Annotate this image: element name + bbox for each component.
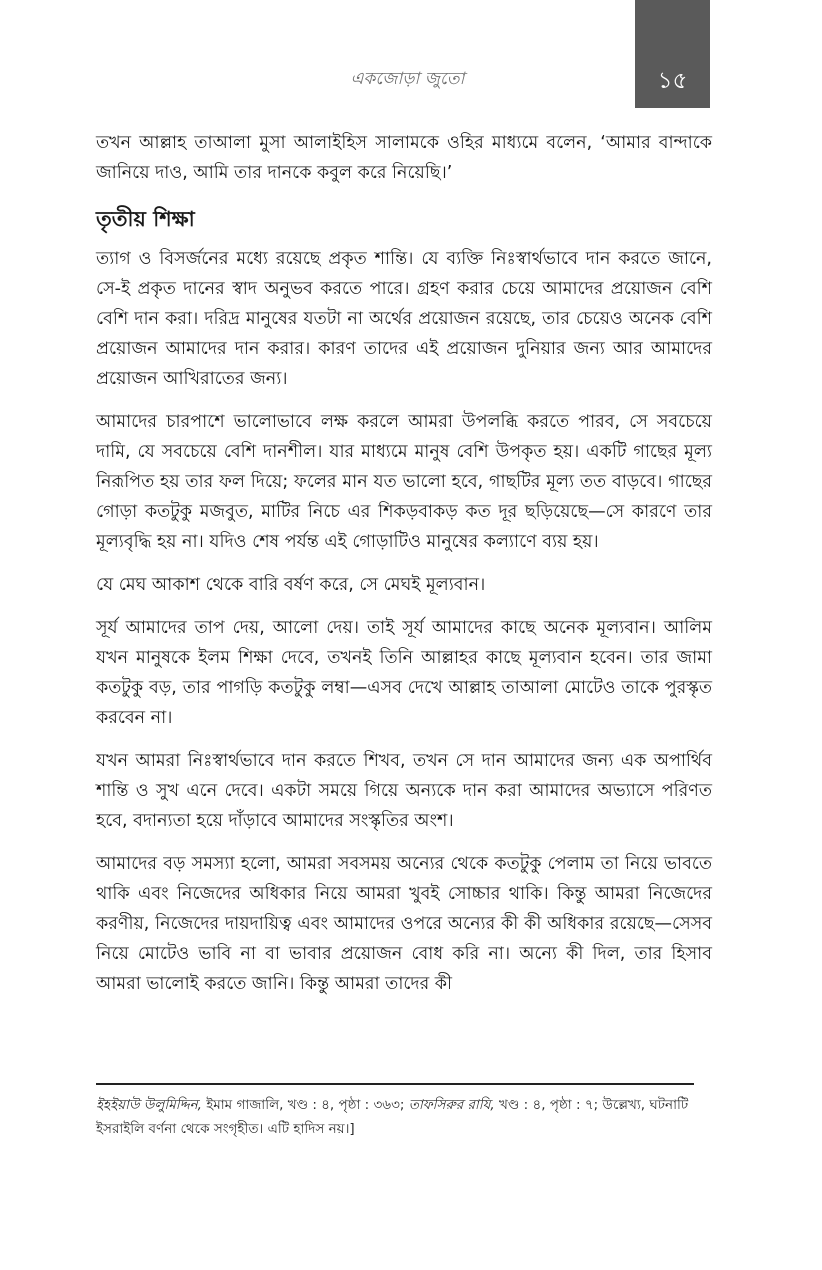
body-paragraph: যখন আমরা নিঃস্বার্থভাবে দান করতে শিখব, তখন সে দান আমাদের জন্য এক অপার্থিব শান্তি ও সুখ এনে দেবে। একটা সময়ে গিয়ে অন্যকে দান করা আমাদের অভ্যাসে পরিণত হবে, বদান্যতা হয়ে দাঁড়াবে আমাদের সংস্কৃতির অংশ। — [96, 751, 712, 831]
intro-paragraph: তখন আল্লাহ তাআলা মুসা আলাইহিস সালামকে ওহির মাধ্যমে বলেন, ‘আমার বান্দাকে জানিয়ে দাও, আমি তার দানকে কবুল করে নিয়েছি।’ — [96, 133, 712, 183]
page-number: ১৫ — [657, 68, 688, 94]
body-paragraph: আমাদের বড় সমস্যা হলো, আমরা সবসময় অন্যের থেকে কতটুকু পেলাম তা নিয়ে ভাবতে থাকি এবং নিজেদের অধিকার নিয়ে আমরা খুবই সোচ্চার থাকি। কিন্তু আমরা নিজেদের করণীয়, নিজেদের দায়দায়িত্ব এবং আমাদের ওপরে অন্যের কী কী অধিকার রয়েছে—সেসব নিয়ে মোটেও ভাবি না বা ভাবার প্রয়োজন বোধ করি না। অন্যে কী দিল, তার হিসাব আমরা ভালোই করতে জানি। কিন্তু আমরা তাদের কী — [96, 854, 712, 994]
footnote-source-title: ইহইয়াউ উলুমিদ্দিন, — [96, 1097, 202, 1113]
footnote-source-title: তাফসিরুর রাযি, — [408, 1097, 495, 1113]
footnote-divider — [96, 1083, 694, 1085]
body-paragraph: ত্যাগ ও বিসর্জনের মধ্যে রয়েছে প্রকৃত শান্তি। যে ব্যক্তি নিঃস্বার্থভাবে দান করতে জানে, সে-ই প্রকৃত দানের স্বাদ অনুভব করতে পারে। গ্রহণ করার চেয়ে আমাদের প্রয়োজন বেশি বেশি দান করা। দরিদ্র মানুষের যতটা না অর্থের প্রয়োজন রয়েছে, তার চেয়েও অনেক বেশি প্রয়োজন আমাদের দান করার। কারণ তাদের এই প্রয়োজন দুনিয়ার জন্য আর আমাদের প্রয়োজন আখিরাতের জন্য। — [96, 249, 712, 389]
body-paragraph: সূর্য আমাদের তাপ দেয়, আলো দেয়। তাই সূর্য আমাদের কাছে অনেক মূল্যবান। আলিম যখন মানুষকে ইলম শিক্ষা দেবে, তখনই তিনি আল্লাহর কাছে মূল্যবান হবেন। তার জামা কতটুকু বড়, তার পাগড়ি কতটুকু লম্বা—এসব দেখে আল্লাহ তাআলা মোটেও তাকে পুরস্কৃত করবেন না। — [96, 618, 712, 728]
running-title: একজোড়া জুতো — [350, 69, 465, 89]
section-heading: তৃতীয় শিক্ষা — [96, 207, 195, 231]
footnote-source-detail: ইমাম গাজালি, খণ্ড : ৪, পৃষ্ঠা : ৩৬৩; — [201, 1097, 409, 1113]
footnote — [96, 1093, 712, 1141]
body-paragraph: যে মেঘ আকাশ থেকে বারি বর্ষণ করে, সে মেঘই মূল্যবান। — [96, 575, 486, 595]
footnote-source-detail: খণ্ড : ৪, পৃষ্ঠা : ৭; উল্লেখ্য, ঘটনাটি ইসরাইলি বর্ণনা থেকে সংগৃহীত। এটি হাদিস নয়।] — [96, 1097, 689, 1137]
body-paragraph: আমাদের চারপাশে ভালোভাবে লক্ষ করলে আমরা উপলব্ধি করতে পারব, সে সবচেয়ে দামি, যে সবচেয়ে বেশি দানশীল। যার মাধ্যমে মানুষ বেশি উপকৃত হয়। একটি গাছের মূল্য নিরূপিত হয় তার ফল দিয়ে; ফলের মান যত ভালো হবে, গাছটির মূল্য তত বাড়বে। গাছের গোড়া কতটুকু মজবুত, মাটির নিচে এর শিকড়বাকড় কত দূর ছড়িয়েছে—সে কারণে তার মূল্যবৃদ্ধি হয় না। যদিও শেষ পর্যন্ত এই গোড়াটিও মানুষের কল্যাণে ব্যয় হয়। — [96, 412, 712, 552]
page-body — [96, 128, 712, 1012]
